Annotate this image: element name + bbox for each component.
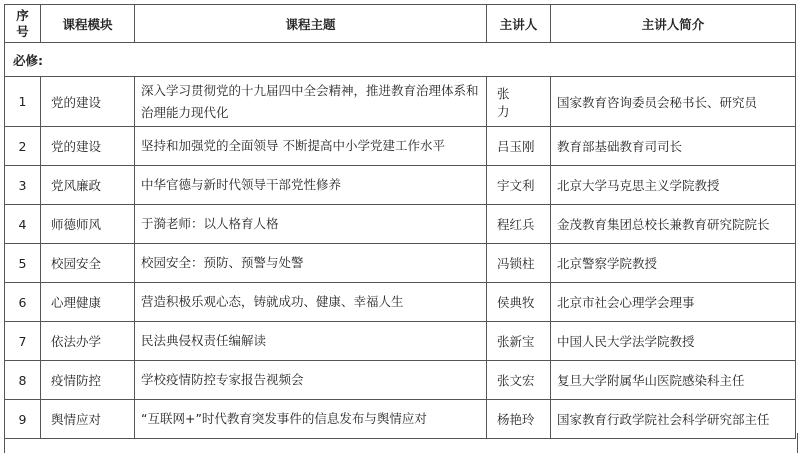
row-speaker: 张新宝	[487, 322, 551, 361]
section-label: 必修:	[5, 43, 796, 77]
row-module: 舆情应对	[41, 400, 135, 439]
header-speaker: 主讲人	[487, 5, 551, 43]
table-header-row	[5, 5, 796, 43]
row-intro: 复旦大学附属华山医院感染科主任	[551, 361, 796, 400]
row-number: 4	[5, 205, 41, 244]
table-row	[5, 361, 796, 400]
row-number: 1	[5, 77, 41, 127]
course-schedule-table	[4, 4, 796, 439]
row-number: 6	[5, 283, 41, 322]
row-module: 依法办学	[41, 322, 135, 361]
row-module: 校园安全	[41, 244, 135, 283]
row-speaker: 杨艳玲	[487, 400, 551, 439]
row-module: 党的建设	[41, 77, 135, 127]
row-number: 8	[5, 361, 41, 400]
row-topic: 民法典侵权责任编解读	[135, 322, 487, 361]
row-number: 5	[5, 244, 41, 283]
row-number: 2	[5, 127, 41, 166]
header-module: 课程模块	[41, 5, 135, 43]
row-topic: 学校疫情防控专家报告视频会	[135, 361, 487, 400]
row-topic: “互联网+”时代教育突发事件的信息发布与舆情应对	[135, 400, 487, 439]
row-speaker: 张文宏	[487, 361, 551, 400]
row-speaker: 冯锁柱	[487, 244, 551, 283]
header-topic: 课程主题	[135, 5, 487, 43]
row-module: 党风廉政	[41, 166, 135, 205]
header-seq-line1: 序	[16, 7, 29, 23]
row-topic: 深入学习贯彻党的十九届四中全会精神，推进教育治理体系和治理能力现代化	[135, 77, 487, 127]
section-row	[5, 43, 796, 77]
row-topic: 坚持和加强党的全面领导 不断提高中小学党建工作水平	[135, 127, 487, 166]
table-row	[5, 322, 796, 361]
header-intro: 主讲人简介	[551, 5, 796, 43]
row-number: 3	[5, 166, 41, 205]
row-intro: 教育部基础教育司司长	[551, 127, 796, 166]
row-intro: 国家教育咨询委员会秘书长、研究员	[551, 77, 796, 127]
row-module: 党的建设	[41, 127, 135, 166]
row-intro: 金茂教育集团总校长兼教育研究院院长	[551, 205, 796, 244]
table-row	[5, 244, 796, 283]
row-speaker: 程红兵	[487, 205, 551, 244]
row-module: 师德师风	[41, 205, 135, 244]
row-intro: 国家教育行政学院社会科学研究部主任	[551, 400, 796, 439]
header-seq-line2: 号	[16, 23, 29, 39]
row-topic: 于漪老师：以人格育人格	[135, 205, 487, 244]
table-continuation	[4, 433, 798, 453]
row-intro: 北京大学马克思主义学院教授	[551, 166, 796, 205]
row-speaker: 张 力	[487, 77, 551, 127]
header-seq	[5, 5, 41, 43]
row-topic: 营造积极乐观心态，铸就成功、健康、幸福人生	[135, 283, 487, 322]
table-row	[5, 166, 796, 205]
row-number: 7	[5, 322, 41, 361]
table-row	[5, 77, 796, 127]
row-module: 心理健康	[41, 283, 135, 322]
row-module: 疫情防控	[41, 361, 135, 400]
row-speaker: 宇文利	[487, 166, 551, 205]
row-speaker: 侯典牧	[487, 283, 551, 322]
row-intro: 北京市社会心理学会理事	[551, 283, 796, 322]
row-intro: 北京警察学院教授	[551, 244, 796, 283]
table-row	[5, 205, 796, 244]
row-intro: 中国人民大学法学院教授	[551, 322, 796, 361]
row-speaker: 吕玉刚	[487, 127, 551, 166]
row-number: 9	[5, 400, 41, 439]
row-topic: 校园安全：预防、预警与处警	[135, 244, 487, 283]
table-row	[5, 127, 796, 166]
table-row	[5, 283, 796, 322]
row-topic: 中华官德与新时代领导干部党性修养	[135, 166, 487, 205]
